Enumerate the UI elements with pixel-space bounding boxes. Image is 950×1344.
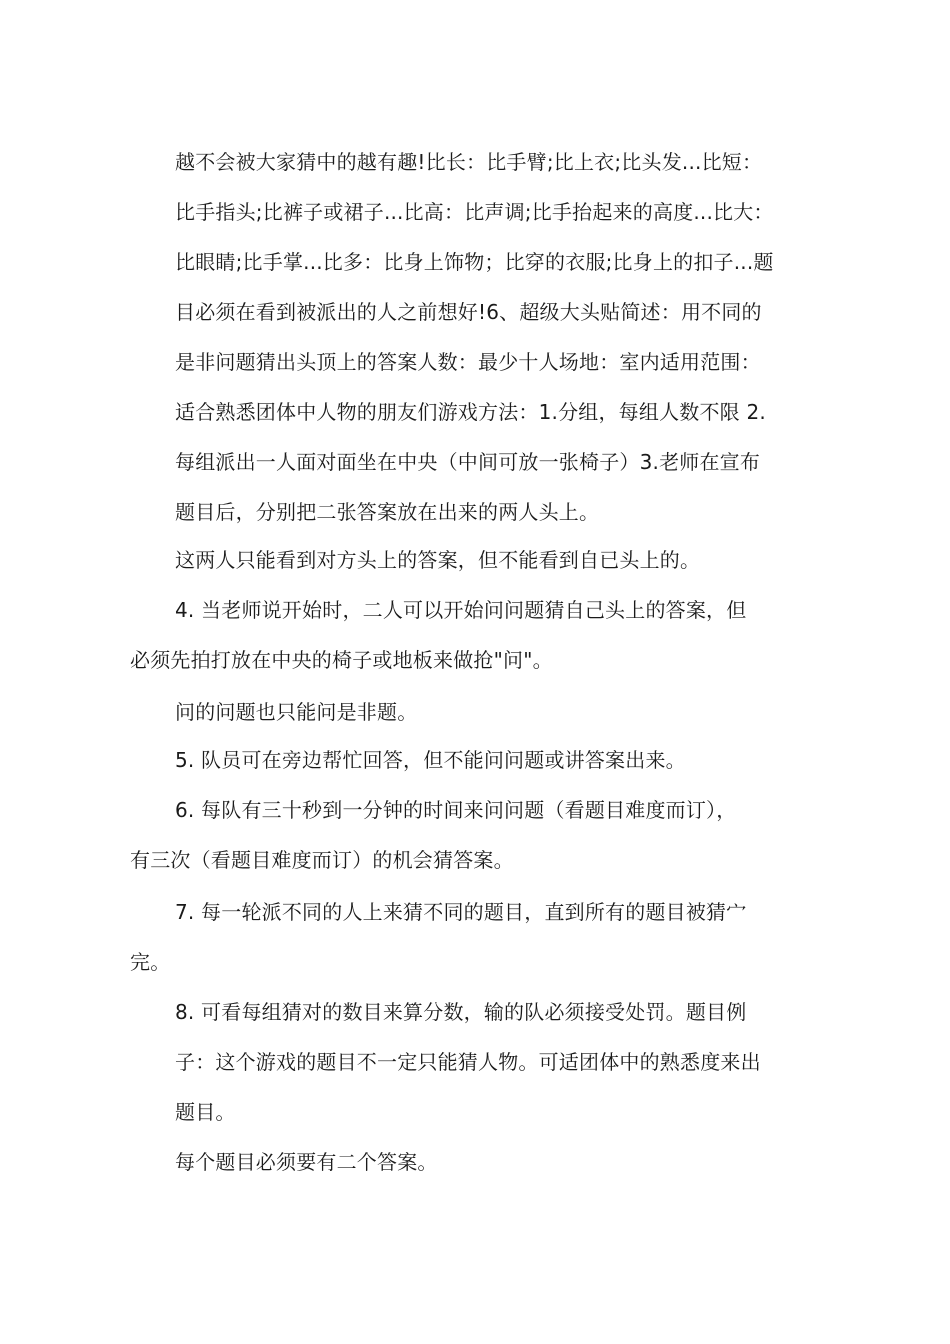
text-line: 7. 每一轮派不同的人上来猜不同的题目，直到所有的题目被猜宀	[175, 900, 747, 924]
text-line: 目必须在看到被派出的人之前想好!6、超级大头贴简述：用不同的	[175, 300, 762, 324]
text-line: 适合熟悉团体中人物的朋友们游戏方法：1.分组，每组人数不限 2.	[175, 400, 766, 424]
text-line: 问的问题也只能问是非题。	[175, 700, 418, 724]
text-line: 越不会被大家猜中的越有趣!比长：比手臂;比上衣;比头发...比短：	[175, 150, 763, 174]
text-line: 完。	[130, 950, 171, 974]
text-line: 子：这个游戏的题目不一定只能猜人物。可适团体中的熟悉度来出	[175, 1050, 761, 1074]
text-line: 4. 当老师说开始时，二人可以开始问问题猜自己头上的答案，但	[175, 598, 747, 622]
text-line: 比手指头;比裤子或裙子...比高：比声调;比手抬起来的高度...比大：	[175, 200, 774, 224]
text-line: 这两人只能看到对方头上的答案，但不能看到自已头上的。	[175, 548, 701, 572]
text-line: 题目后，分别把二张答案放在出来的两人头上。	[175, 500, 600, 524]
text-line: 题目。	[175, 1100, 236, 1124]
text-line: 5. 队员可在旁边帮忙回答，但不能问问题或讲答案出来。	[175, 748, 686, 772]
text-line: 6. 每队有三十秒到一分钟的时间来问问题（看题目难度而订），	[175, 798, 737, 822]
text-line: 每组派出一人面对面坐在中央（中间可放一张椅子）3.老师在宣布	[175, 450, 761, 474]
text-line: 是非问题猜出头顶上的答案人数：最少十人场地：室内适用范围：	[175, 350, 761, 374]
text-line: 必须先拍打放在中央的椅子或地板来做抢"问"。	[130, 648, 553, 672]
text-line: 有三次（看题目难度而订）的机会猜答案。	[130, 848, 514, 872]
text-line: 每个题目必须要有二个答案。	[175, 1150, 438, 1174]
text-line: 比眼睛;比手掌...比多：比身上饰物；比穿的衣服;比身上的扣子...题	[175, 250, 774, 274]
text-line: 8. 可看每组猜对的数目来算分数，输的队必须接受处罚。题目例	[175, 1000, 747, 1024]
